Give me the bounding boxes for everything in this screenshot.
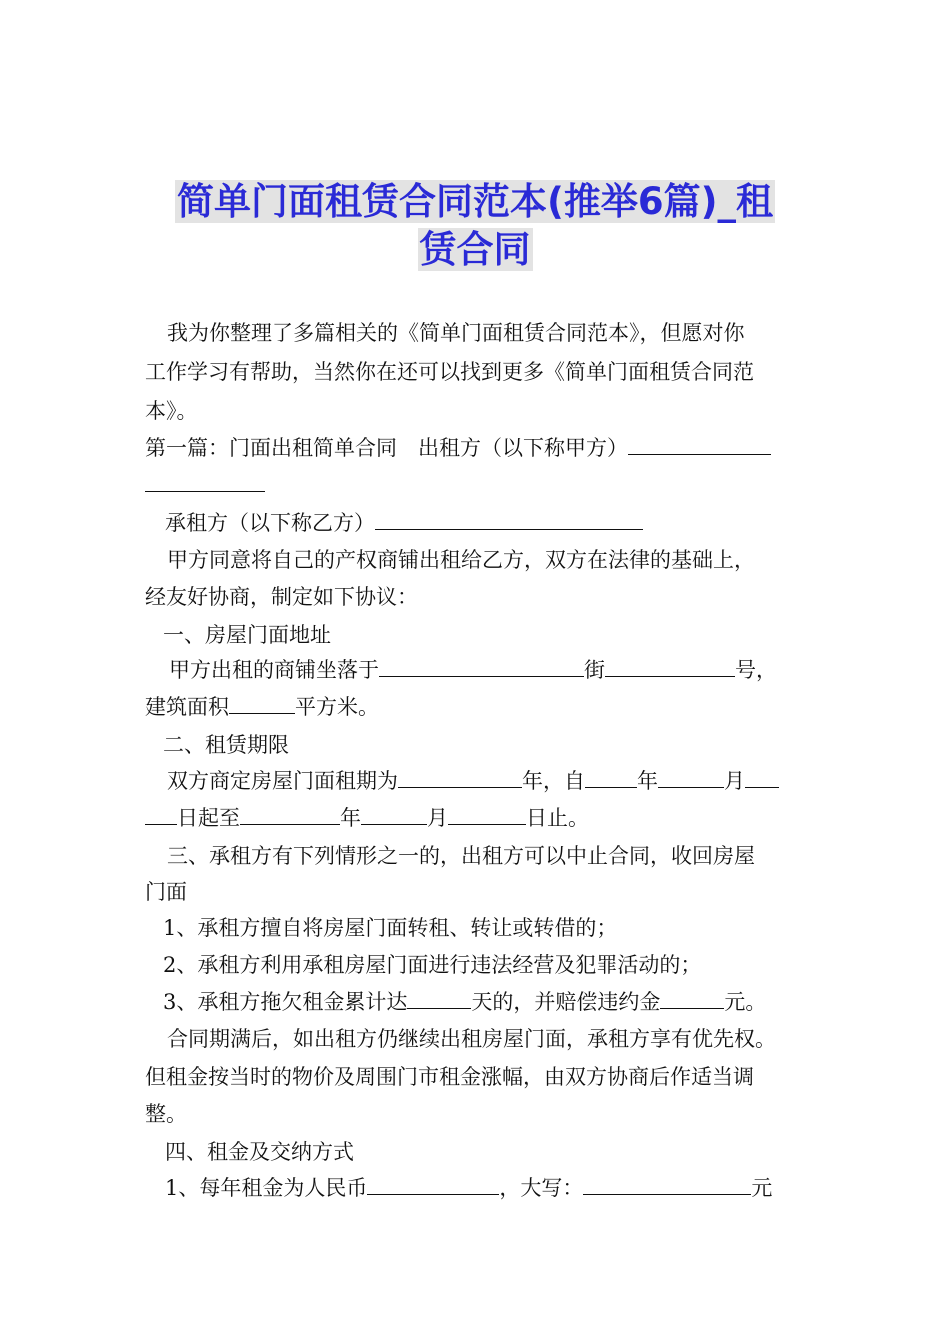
intro-line-3: 本》。 [145, 399, 198, 423]
section-4-heading: 四、租金及交纳方式 [165, 1140, 354, 1164]
lessor-blank [628, 433, 771, 455]
address-line: 甲方出租的商铺坐落于 街 号， [145, 655, 849, 685]
section-1-heading: 一、房屋门面地址 [163, 623, 331, 647]
clause-item-3: 3、承租方拖欠租金累计达 天的，并赔偿违约金 元。 [145, 987, 843, 1017]
intro-line-1: 我为你整理了多篇相关的《简单门面租赁合同范本》，但愿对你 [167, 321, 745, 345]
lessee-line: 承租方（以下称乙方） [145, 508, 845, 538]
clause-item-2: 2、承租方利用承租房屋门面进行违法经营及犯罪活动的； [163, 953, 702, 977]
intro-line-2: 工作学习有帮助，当然你在还可以找到更多《简单门面租赁合同范 [145, 360, 754, 384]
document-title-line-2: 赁合同 [419, 228, 531, 271]
section-3-line-2: 门面 [145, 880, 187, 904]
first-article-heading: 第一篇：门面出租简单合同 出租方（以下称甲方） [145, 433, 825, 463]
renewal-line-3: 整。 [145, 1102, 187, 1126]
renewal-line-2: 但租金按当时的物价及周围门市租金涨幅，由双方协商后作适当调 [145, 1065, 754, 1089]
clause-item-1: 1、承租方擅自将房屋门面转租、转让或转借的； [163, 916, 618, 940]
lessee-blank [375, 508, 643, 530]
term-line-2: 日起至 年 月 日止。 [145, 803, 825, 833]
rent-line: 1、每年租金为人民币 ，大写： 元 [145, 1173, 845, 1203]
agreement-line-1: 甲方同意将自己的产权商铺出租给乙方，双方在法律的基础上， [167, 548, 755, 572]
area-line: 建筑面积 平方米。 [145, 692, 825, 722]
agreement-line-2: 经友好协商，制定如下协议： [145, 585, 418, 609]
document-title-line-1: 简单门面租赁合同范本(推举6篇)_租 [176, 180, 774, 223]
lessor-blank-continued [145, 470, 825, 500]
term-line-1: 双方商定房屋门面租期为 年，自 年 月 [145, 766, 847, 796]
section-2-heading: 二、租赁期限 [163, 733, 289, 757]
renewal-line-1: 合同期满后，如出租方仍继续出租房屋门面，承租方享有优先权。 [167, 1027, 776, 1051]
section-3-line-1: 三、承租方有下列情形之一的，出租方可以中止合同，收回房屋 [167, 844, 755, 868]
